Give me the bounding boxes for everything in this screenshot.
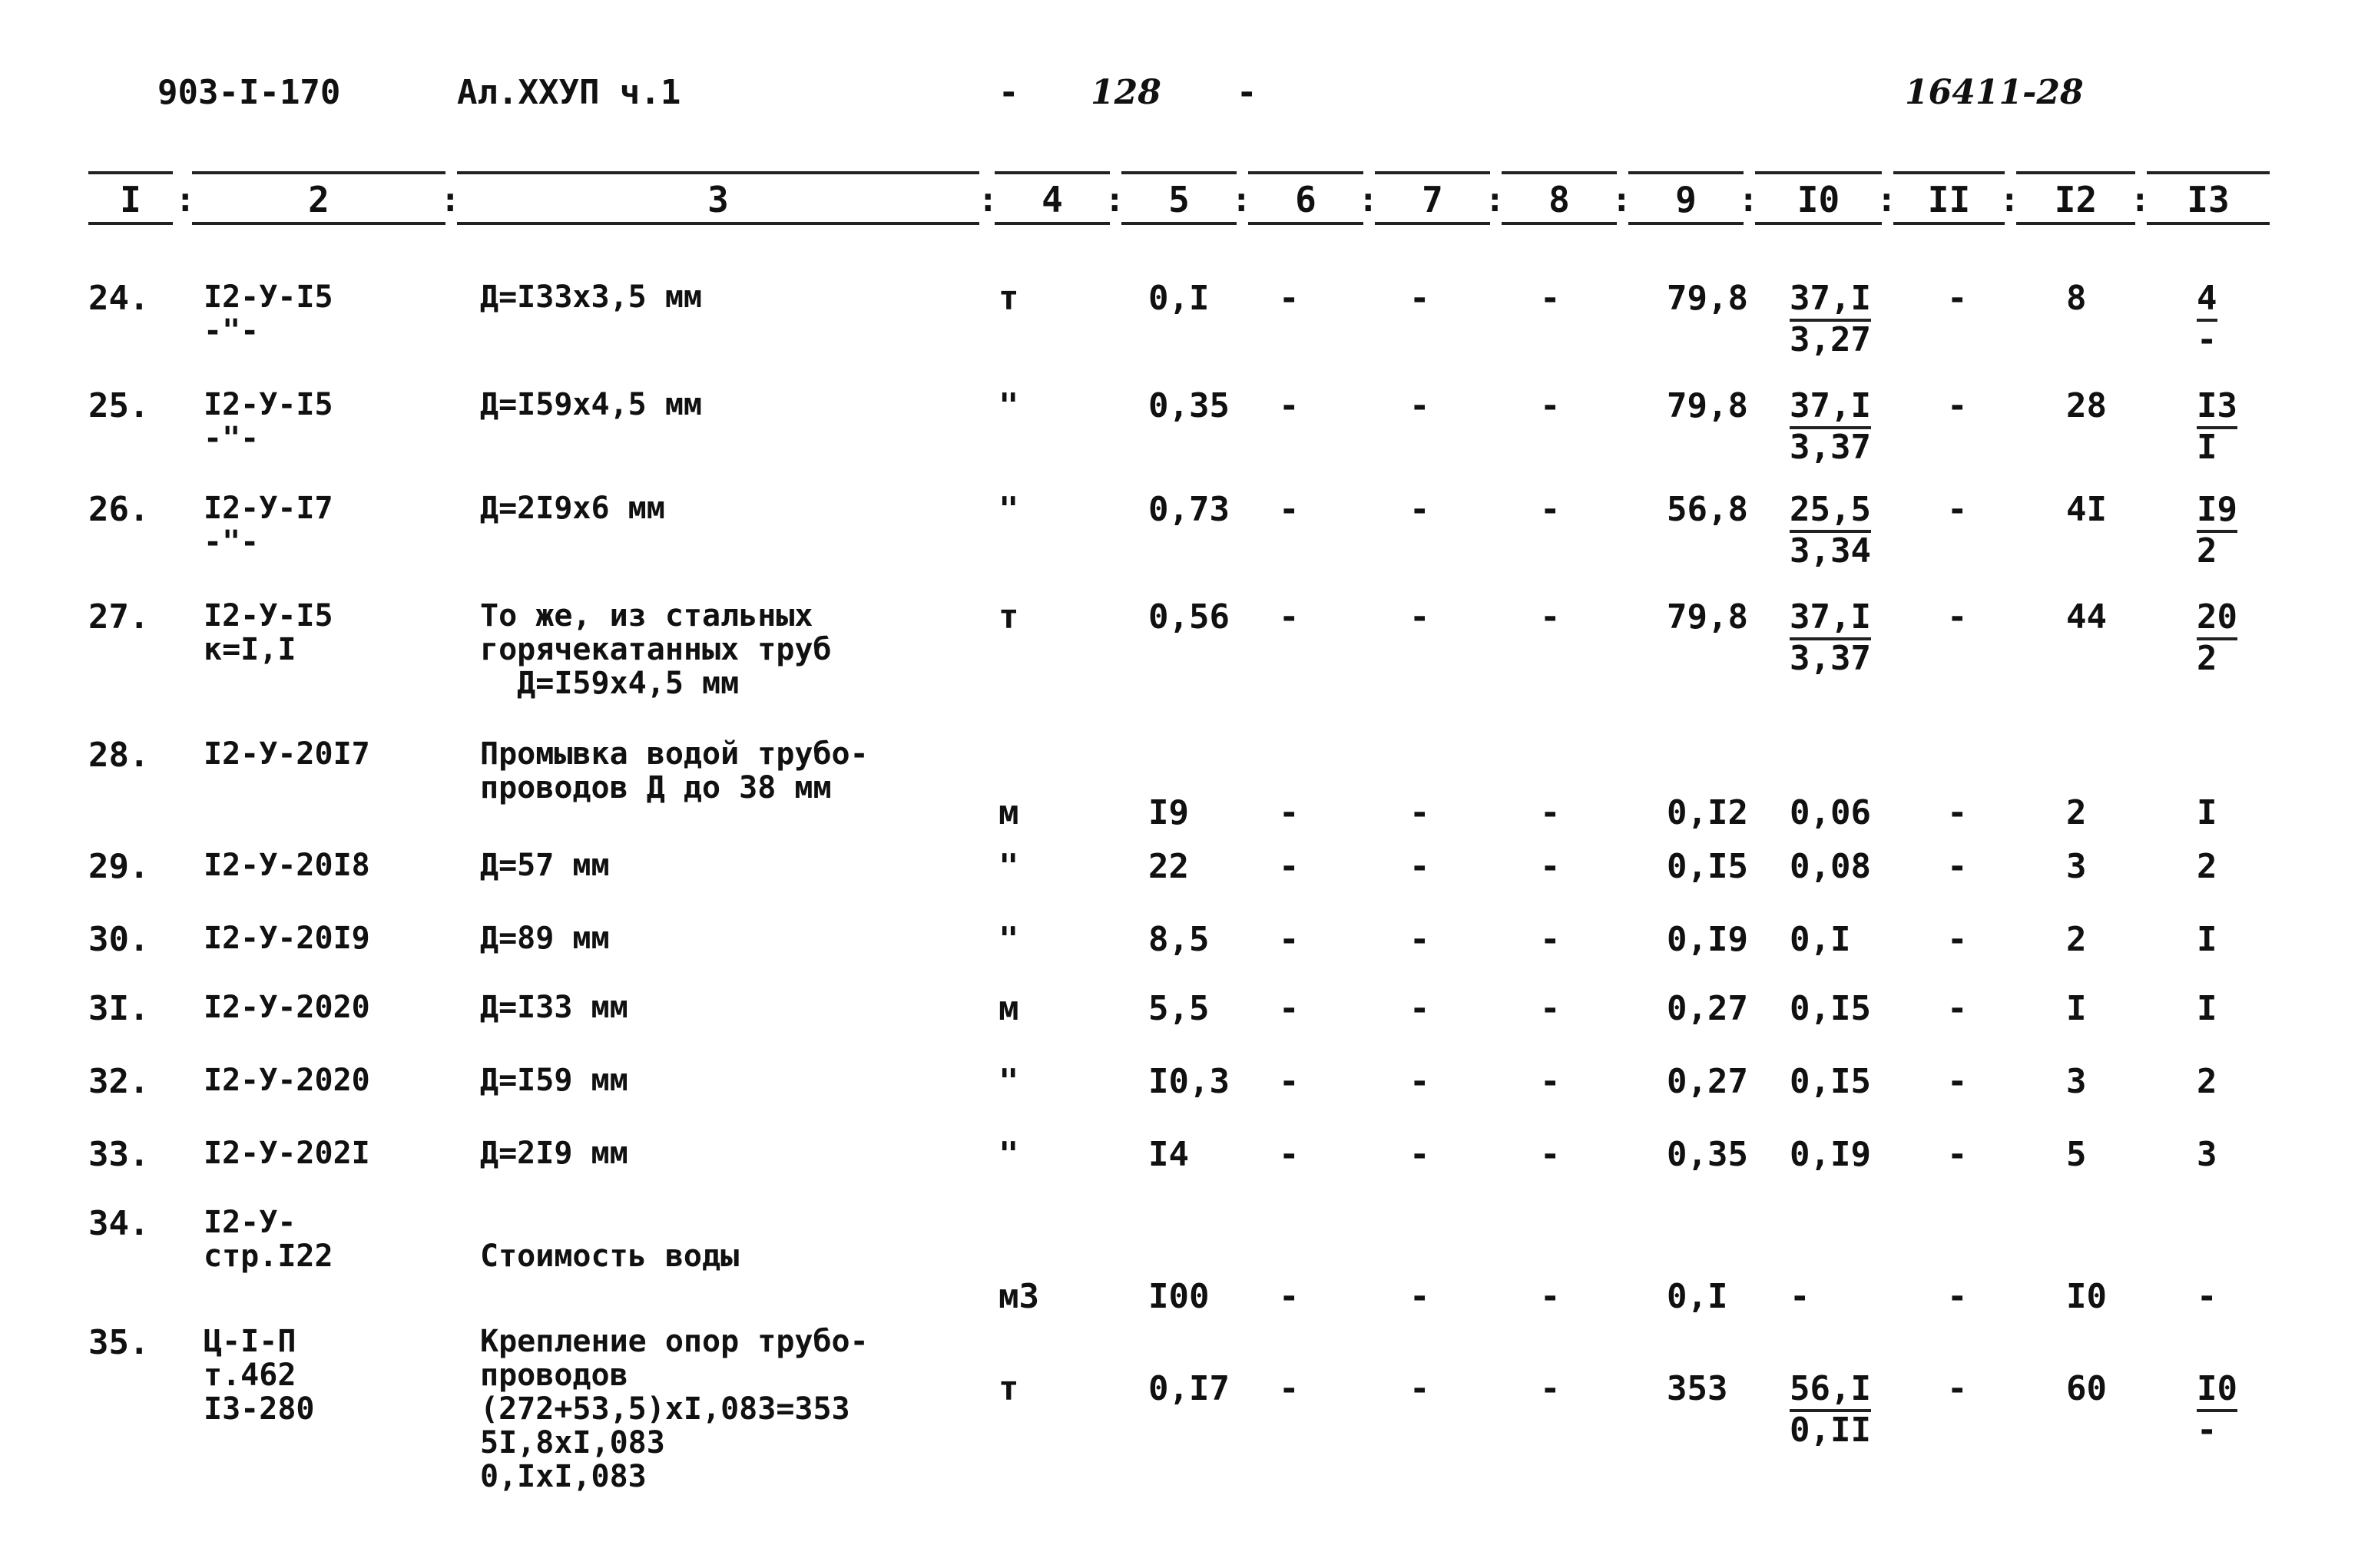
header-rule-bottom [88, 222, 173, 225]
cost-fraction-numerator: 25,5 [1790, 491, 1871, 533]
cell-c7: - [1409, 989, 1430, 1028]
unit: м3 [999, 1277, 1039, 1316]
wage-value: I [2197, 989, 2217, 1028]
total-cost: 3 [2066, 1062, 2087, 1101]
column-separator: : [1104, 180, 1125, 220]
wage-fraction-numerator: I3 [2197, 388, 2237, 429]
column-header-1 [88, 157, 173, 227]
item-description: Д=2I9 мм [480, 1136, 628, 1171]
unit: т [999, 279, 1019, 318]
column-header-8 [1502, 157, 1617, 227]
cell-c11: - [1947, 279, 1968, 318]
unit-cost: 0,35 [1667, 1135, 1748, 1174]
column-separator: : [1738, 180, 1759, 220]
cost-fraction [1790, 1371, 1871, 1449]
row-number: 35. [88, 1323, 150, 1362]
total-cost: 2 [2066, 920, 2087, 959]
quantity: 0,35 [1148, 386, 1230, 425]
header-rule-top [1121, 171, 1237, 174]
cell-c8: - [1540, 1135, 1561, 1174]
page-number: 128 [1091, 73, 1161, 112]
norm-code: I2-У-20I8 [204, 848, 370, 883]
column-separator: : [1231, 180, 1252, 220]
column-number: 5 [1168, 179, 1190, 220]
column-number: 2 [308, 179, 330, 220]
column-separator: : [1485, 180, 1505, 220]
column-header-12 [2016, 157, 2135, 227]
cell-c8: - [1540, 386, 1561, 425]
column-number: I [120, 179, 141, 220]
column-header-10 [1755, 157, 1882, 227]
header-rule-bottom [1755, 222, 1882, 225]
norm-code: I2-У-2020 [204, 990, 370, 1025]
item-description: Д=89 мм [480, 921, 610, 956]
cell-c11: - [1947, 1135, 1968, 1174]
item-description: Д=I59x4,5 мм [480, 387, 702, 422]
wage-fraction-denominator: 2 [2197, 639, 2217, 678]
column-number: I3 [2187, 179, 2230, 220]
row-number: 30. [88, 920, 150, 959]
item-description: (272+53,5)xI,083=353 [480, 1391, 850, 1427]
row-number: 32. [88, 1062, 150, 1101]
item-description: Стоимость воды [480, 1239, 740, 1274]
cell-c6: - [1279, 1062, 1300, 1101]
cost-value: 0,06 [1790, 793, 1871, 832]
norm-code: т.462 [204, 1358, 296, 1393]
header-rule-top [1248, 171, 1363, 174]
wage-fraction-denominator: I [2197, 428, 2217, 467]
norm-code: I2-У-20I9 [204, 921, 370, 956]
cell-c11: - [1947, 490, 1968, 529]
cell-c8: - [1540, 1062, 1561, 1101]
header-rule-top [2016, 171, 2135, 174]
header-rule-top [1502, 171, 1617, 174]
wage-fraction-numerator: I9 [2197, 491, 2237, 533]
norm-code: Ц-I-П [204, 1324, 296, 1359]
column-separator: : [1876, 180, 1897, 220]
column-number: 9 [1675, 179, 1697, 220]
unit: " [999, 920, 1019, 959]
cost-fraction [1790, 280, 1871, 359]
unit: " [999, 1135, 1019, 1174]
quantity: I4 [1148, 1135, 1189, 1174]
cell-c7: - [1409, 920, 1430, 959]
header-rule-bottom [2016, 222, 2135, 225]
unit-cost: 0,I5 [1667, 847, 1748, 886]
column-header-9 [1628, 157, 1744, 227]
column-header-13 [2147, 157, 2270, 227]
cell-c6: - [1279, 989, 1300, 1028]
column-number: I0 [1797, 179, 1840, 220]
cost-value: 0,08 [1790, 847, 1871, 886]
cell-c7: - [1409, 1135, 1430, 1174]
row-number: 3I. [88, 989, 150, 1028]
cost-fraction [1790, 599, 1871, 677]
cost-fraction-numerator: 37,I [1790, 280, 1871, 322]
cell-c8: - [1540, 920, 1561, 959]
cell-c8: - [1540, 847, 1561, 886]
total-cost: I [2066, 989, 2087, 1028]
wage-value: I [2197, 920, 2217, 959]
cell-c8: - [1540, 989, 1561, 1028]
wage-fraction-denominator: 2 [2197, 531, 2217, 571]
header-rule-top [995, 171, 1110, 174]
unit-cost: 56,8 [1667, 490, 1748, 529]
column-separator: : [1611, 180, 1632, 220]
cell-c11: - [1947, 989, 1968, 1028]
cost-fraction-denominator: 3,34 [1790, 531, 1871, 571]
unit-cost: 79,8 [1667, 597, 1748, 637]
item-description: Д=I59x4,5 мм [480, 666, 740, 701]
album-label: Ал.XXУП ч.1 [457, 73, 681, 112]
header-rule-bottom [1628, 222, 1744, 225]
cost-value: 0,I5 [1790, 1062, 1871, 1101]
wage-value: 3 [2197, 1135, 2217, 1174]
item-description: Д=I33 мм [480, 990, 628, 1025]
column-number: 8 [1548, 179, 1570, 220]
cost-fraction-numerator: 37,I [1790, 599, 1871, 640]
cost-value: 0,I9 [1790, 1135, 1871, 1174]
cell-c8: - [1540, 490, 1561, 529]
unit: " [999, 847, 1019, 886]
norm-code: I2-У-2020 [204, 1063, 370, 1098]
row-number: 27. [88, 597, 150, 637]
doc-code: 903-I-170 [157, 73, 341, 112]
unit-cost: 353 [1667, 1369, 1728, 1408]
item-description: Промывка водой трубо- [480, 736, 869, 772]
cell-c11: - [1947, 920, 1968, 959]
column-header-11 [1893, 157, 2005, 227]
total-cost: 60 [2066, 1369, 2107, 1408]
norm-code: I2-У-I5 [204, 387, 333, 422]
item-description: Д=I33x3,5 мм [480, 280, 702, 315]
wage-fraction-numerator: 20 [2197, 599, 2237, 640]
cost-value: 0,I [1790, 920, 1851, 959]
column-separator: : [978, 180, 999, 220]
row-number: 28. [88, 736, 150, 775]
norm-code: I2-У- [204, 1205, 296, 1240]
cell-c7: - [1409, 386, 1430, 425]
page-number-dash-right: - [1237, 73, 1257, 112]
cost-value: 0,I5 [1790, 989, 1871, 1028]
norm-code: I2-У-20I7 [204, 736, 370, 772]
header-rule-bottom [1121, 222, 1237, 225]
unit-cost: 79,8 [1667, 386, 1748, 425]
wage-fraction-denominator: - [2197, 1411, 2217, 1450]
row-number: 26. [88, 490, 150, 529]
header-rule-top [192, 171, 445, 174]
cell-c8: - [1540, 597, 1561, 637]
wage-fraction [2197, 1371, 2237, 1449]
unit-cost: 0,27 [1667, 1062, 1748, 1101]
norm-code: I3-280 [204, 1391, 315, 1427]
item-description: Крепление опор трубо- [480, 1324, 869, 1359]
quantity: 0,56 [1148, 597, 1230, 637]
header-rule-bottom [457, 222, 979, 225]
cell-c7: - [1409, 793, 1430, 832]
cell-c8: - [1540, 1277, 1561, 1316]
cell-c7: - [1409, 490, 1430, 529]
column-number: I2 [2054, 179, 2098, 220]
wage-value: - [2197, 1277, 2217, 1316]
wage-fraction [2197, 280, 2217, 359]
quantity: I9 [1148, 793, 1189, 832]
item-description: горячекатанных труб [480, 632, 832, 667]
column-separator: : [1999, 180, 2020, 220]
quantity: 0,I [1148, 279, 1210, 318]
unit: т [999, 597, 1019, 637]
item-description: Д=57 мм [480, 848, 610, 883]
quantity: 0,73 [1148, 490, 1230, 529]
cell-c11: - [1947, 386, 1968, 425]
header-rule-bottom [1502, 222, 1617, 225]
column-number: 3 [707, 179, 729, 220]
unit: " [999, 490, 1019, 529]
item-description: Д=2I9x6 мм [480, 491, 665, 526]
cell-c8: - [1540, 793, 1561, 832]
header-rule-top [2147, 171, 2270, 174]
cell-c8: - [1540, 279, 1561, 318]
cell-c6: - [1279, 386, 1300, 425]
wage-fraction [2197, 491, 2237, 570]
column-separator: : [175, 180, 196, 220]
quantity: 8,5 [1148, 920, 1210, 959]
norm-code: I2-У-202I [204, 1136, 370, 1171]
cell-c6: - [1279, 1135, 1300, 1174]
quantity: 22 [1148, 847, 1189, 886]
column-number: 7 [1422, 179, 1443, 220]
cell-c7: - [1409, 1369, 1430, 1408]
header-rule-bottom [995, 222, 1110, 225]
cell-c7: - [1409, 1062, 1430, 1101]
column-separator: : [1358, 180, 1379, 220]
row-number: 33. [88, 1135, 150, 1174]
column-number: II [1927, 179, 1971, 220]
cell-c7: - [1409, 1277, 1430, 1316]
unit: м [999, 793, 1019, 832]
item-description: То же, из стальных [480, 598, 813, 633]
column-header-3 [457, 157, 979, 227]
cell-c7: - [1409, 597, 1430, 637]
cell-c6: - [1279, 597, 1300, 637]
cost-fraction [1790, 388, 1871, 466]
header-rule-bottom [2147, 222, 2270, 225]
cost-value: - [1790, 1277, 1810, 1316]
norm-code: -"- [204, 421, 260, 456]
row-number: 24. [88, 279, 150, 318]
cell-c11: - [1947, 1062, 1968, 1101]
item-description: Д=I59 мм [480, 1063, 628, 1098]
row-number: 29. [88, 847, 150, 886]
cell-c7: - [1409, 847, 1430, 886]
quantity: I00 [1148, 1277, 1210, 1316]
wage-fraction-denominator: - [2197, 320, 2217, 359]
total-cost: 3 [2066, 847, 2087, 886]
item-description: 5I,8xI,083 [480, 1425, 665, 1460]
header-rule-top [88, 171, 173, 174]
wage-value: 2 [2197, 1062, 2217, 1101]
total-cost: 8 [2066, 279, 2087, 318]
cell-c6: - [1279, 847, 1300, 886]
cost-fraction [1790, 491, 1871, 570]
unit-cost: 0,I [1667, 1277, 1728, 1316]
column-header-5 [1121, 157, 1237, 227]
column-number: 6 [1295, 179, 1316, 220]
cell-c11: - [1947, 597, 1968, 637]
quantity: 0,I7 [1148, 1369, 1230, 1408]
column-header-4 [995, 157, 1110, 227]
wage-fraction-numerator: I0 [2197, 1371, 2237, 1412]
quantity: I0,3 [1148, 1062, 1230, 1101]
header-rule-top [1628, 171, 1744, 174]
unit-cost: 0,I9 [1667, 920, 1748, 959]
row-number: 25. [88, 386, 150, 425]
cost-fraction-denominator: 3,37 [1790, 639, 1871, 678]
total-cost: 2 [2066, 793, 2087, 832]
cost-fraction-denominator: 3,37 [1790, 428, 1871, 467]
wage-value: 2 [2197, 847, 2217, 886]
header-rule-bottom [192, 222, 445, 225]
header-rule-top [457, 171, 979, 174]
item-description: проводов Д до 38 мм [480, 770, 832, 806]
item-description: 0,IxI,083 [480, 1459, 647, 1494]
norm-code: -"- [204, 524, 260, 560]
archive-number: 16411-28 [1905, 73, 2084, 112]
total-cost: 44 [2066, 597, 2107, 637]
column-header-6 [1248, 157, 1363, 227]
cell-c6: - [1279, 1369, 1300, 1408]
wage-fraction [2197, 388, 2237, 466]
total-cost: I0 [2066, 1277, 2107, 1316]
unit-cost: 79,8 [1667, 279, 1748, 318]
cost-fraction-numerator: 56,I [1790, 1371, 1871, 1412]
cost-fraction-numerator: 37,I [1790, 388, 1871, 429]
norm-code: стр.I22 [204, 1239, 333, 1274]
unit-cost: 0,27 [1667, 989, 1748, 1028]
row-number: 34. [88, 1204, 150, 1243]
wage-fraction [2197, 599, 2237, 677]
cell-c8: - [1540, 1369, 1561, 1408]
cell-c6: - [1279, 1277, 1300, 1316]
norm-code: I2-У-I5 [204, 598, 333, 633]
unit: " [999, 1062, 1019, 1101]
cell-c6: - [1279, 793, 1300, 832]
unit: " [999, 386, 1019, 425]
unit-cost: 0,I2 [1667, 793, 1748, 832]
wage-value: I [2197, 793, 2217, 832]
cost-fraction-denominator: 0,II [1790, 1411, 1871, 1450]
header-rule-bottom [1893, 222, 2005, 225]
cell-c7: - [1409, 279, 1430, 318]
column-separator: : [2130, 180, 2151, 220]
total-cost: 5 [2066, 1135, 2087, 1174]
header-rule-top [1375, 171, 1490, 174]
norm-code: -"- [204, 313, 260, 349]
column-header-7 [1375, 157, 1490, 227]
column-number: 4 [1042, 179, 1063, 220]
header-rule-top [1755, 171, 1882, 174]
column-header-2 [192, 157, 445, 227]
cost-fraction-denominator: 3,27 [1790, 320, 1871, 359]
cell-c6: - [1279, 920, 1300, 959]
unit: м [999, 989, 1019, 1028]
total-cost: 28 [2066, 386, 2107, 425]
norm-code: I2-У-I5 [204, 280, 333, 315]
column-separator: : [440, 180, 461, 220]
total-cost: 4I [2066, 490, 2107, 529]
cell-c11: - [1947, 847, 1968, 886]
norm-code: I2-У-I7 [204, 491, 333, 526]
unit: т [999, 1369, 1019, 1408]
cell-c6: - [1279, 279, 1300, 318]
wage-fraction-numerator: 4 [2197, 280, 2217, 322]
item-description: проводов [480, 1358, 628, 1393]
header-rule-top [1893, 171, 2005, 174]
quantity: 5,5 [1148, 989, 1210, 1028]
cell-c11: - [1947, 1369, 1968, 1408]
column-header-row [88, 157, 2320, 227]
cell-c11: - [1947, 793, 1968, 832]
page-number-dash-left: - [999, 73, 1019, 112]
norm-code: к=I,I [204, 632, 296, 667]
cell-c6: - [1279, 490, 1300, 529]
cell-c11: - [1947, 1277, 1968, 1316]
header-rule-bottom [1248, 222, 1363, 225]
header-rule-bottom [1375, 222, 1490, 225]
